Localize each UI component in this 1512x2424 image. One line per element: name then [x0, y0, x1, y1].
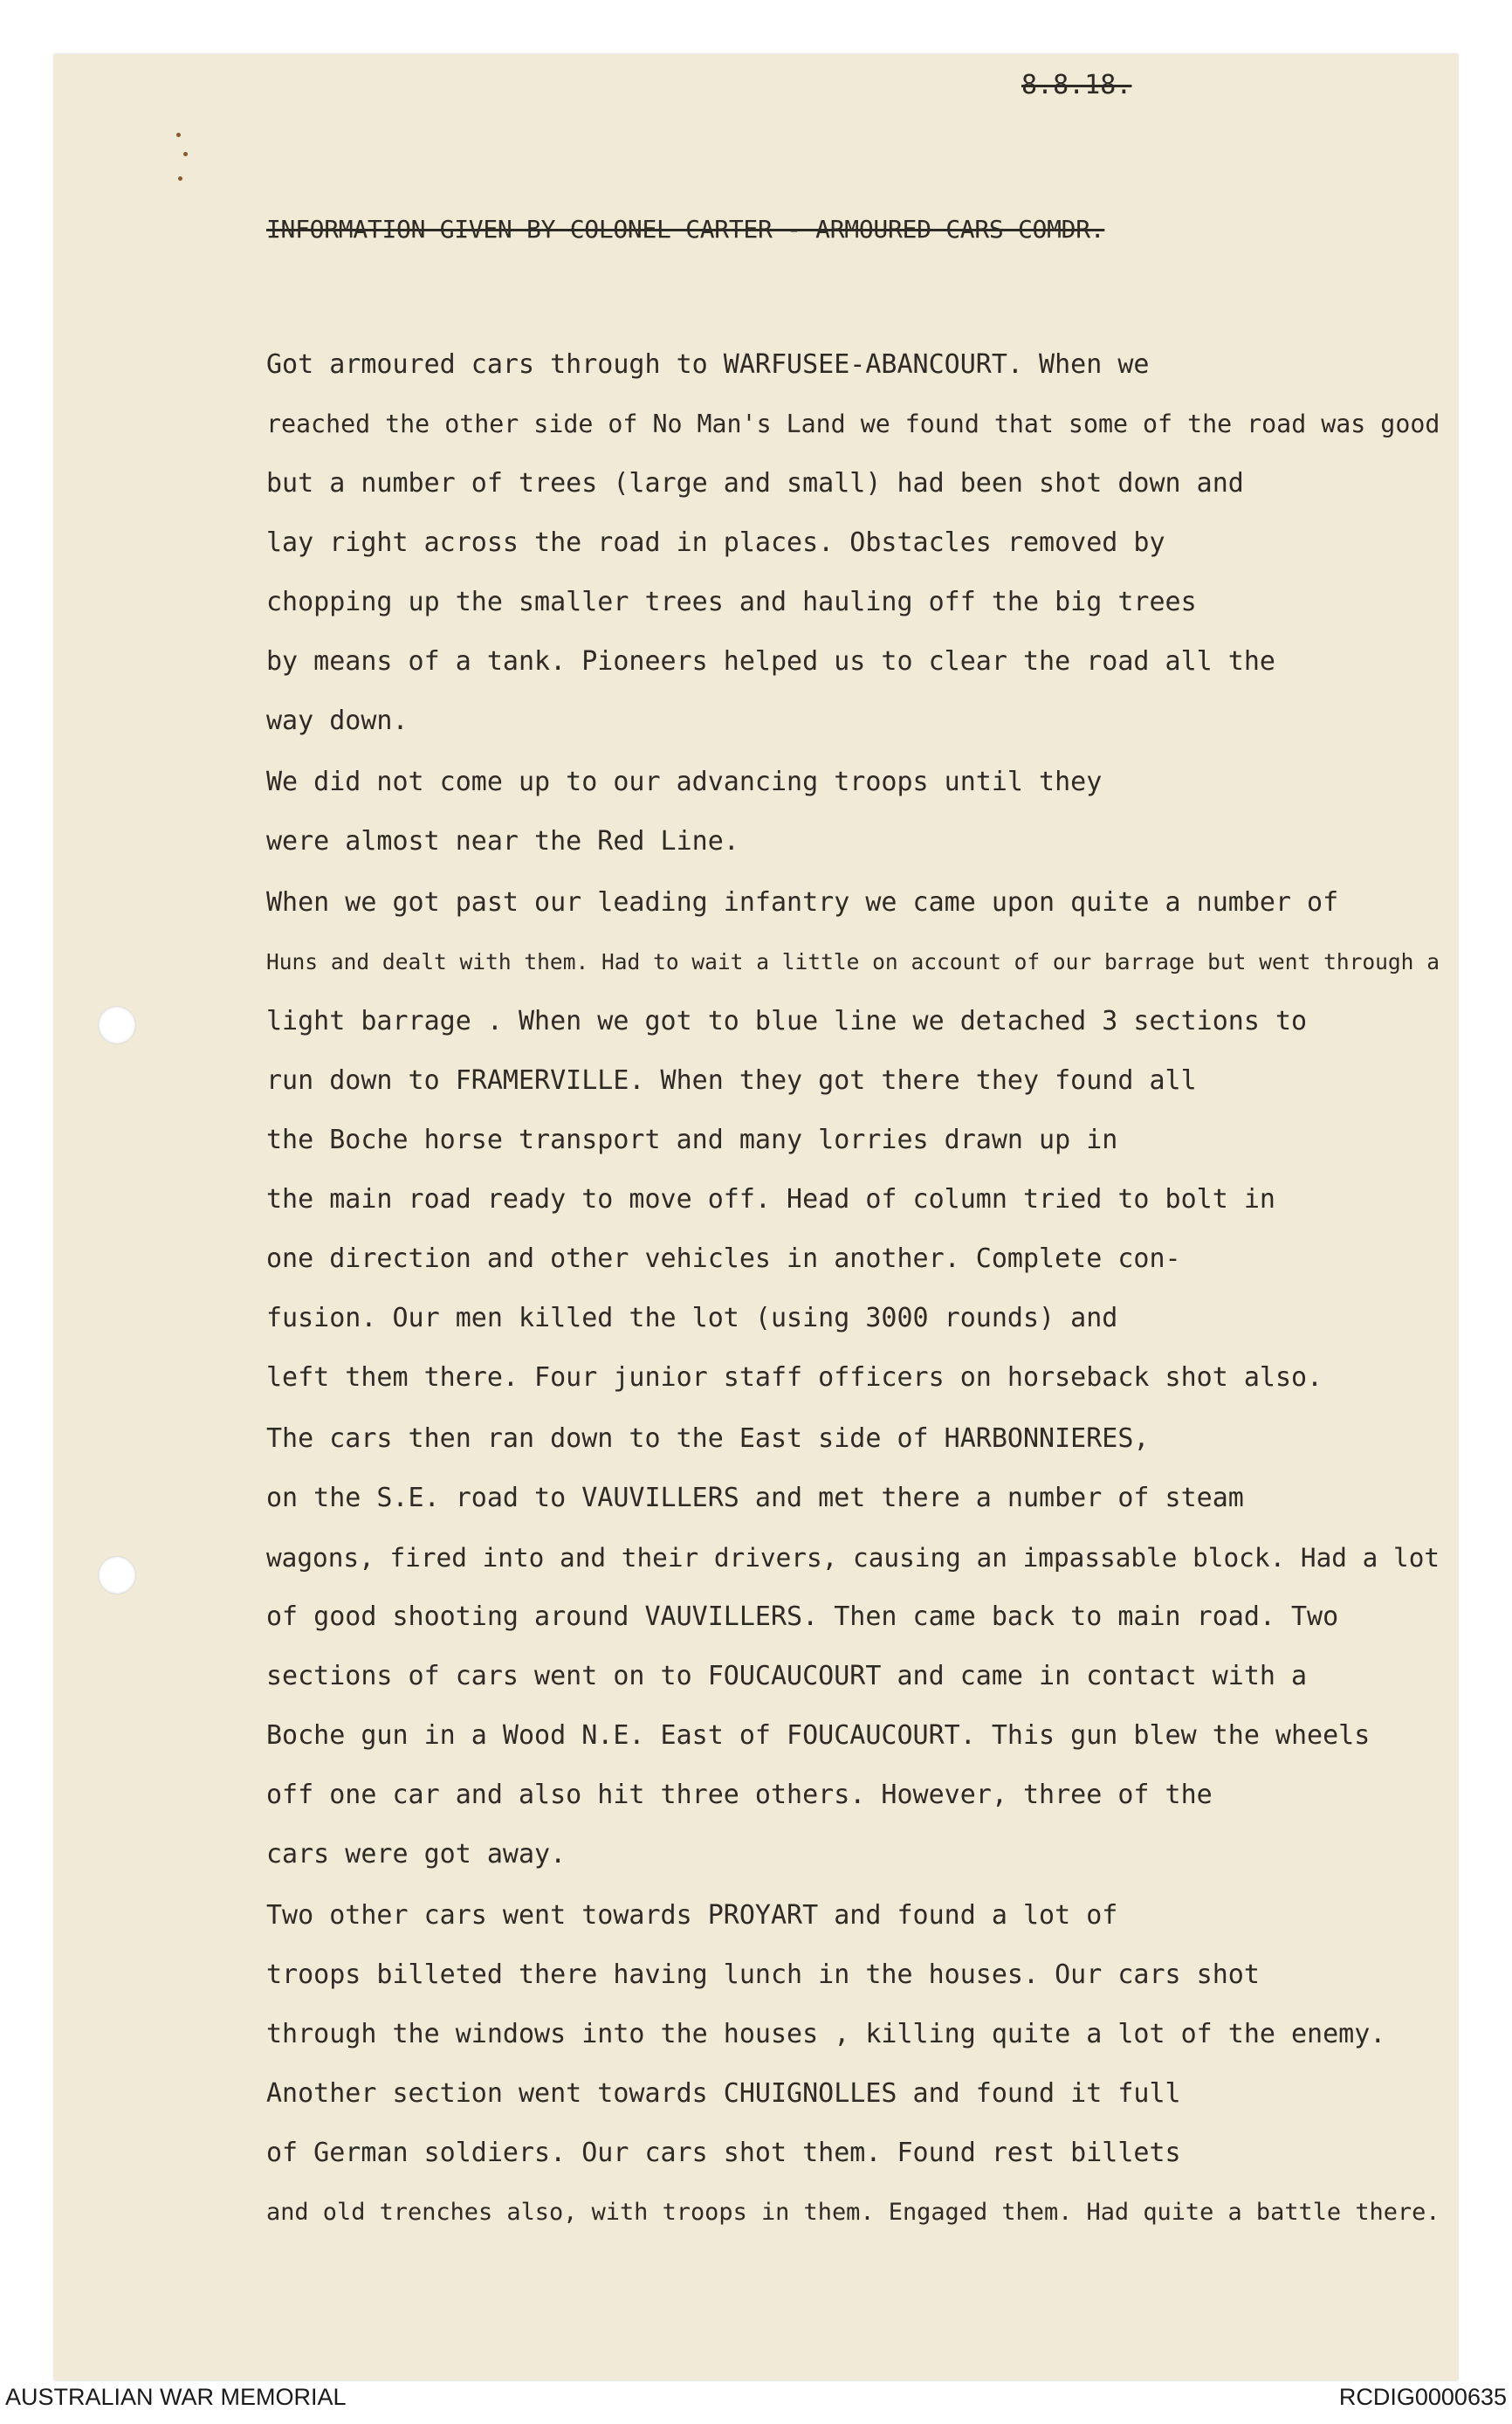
body-line: and old trenches also, with troops in them. Engaged them. Had quite a battle there. [266, 2199, 1440, 2226]
footer-institution: AUSTRALIAN WAR MEMORIAL [5, 2384, 347, 2410]
body-line: of German soldiers. Our cars shot them. Found rest billets [266, 2138, 1181, 2168]
body-line: sections of cars went on to FOUCAUCOURT and came in contact with a [266, 1661, 1308, 1691]
body-line: light barrage . When we got to blue line we detached 3 sections to [266, 1006, 1308, 1036]
body-line: were almost near the Red Line. [266, 826, 739, 857]
footer-record-id: RCDIG0000635 [1338, 2384, 1507, 2410]
body-line: Got armoured cars through to WARFUSEE-ABANCOURT. When we [266, 349, 1150, 380]
paper-fleck [176, 133, 181, 137]
body-line: through the windows into the houses , killing quite a lot of the enemy. [266, 2019, 1386, 2049]
body-line: troops billeted there having lunch in the houses. Our cars shot [266, 1959, 1260, 1990]
body-line: wagons, fired into and their drivers, causing an impassable block. Had a lot [266, 1543, 1440, 1573]
body-line: We did not come up to our advancing troops until they [266, 767, 1103, 797]
body-line: way down. [266, 706, 409, 736]
body-line: lay right across the road in places. Obstacles removed by [266, 527, 1165, 558]
body-line: the main road ready to move off. Head of column tried to bolt in [266, 1184, 1275, 1215]
body-line: but a number of trees (large and small) had been shot down and [266, 468, 1244, 499]
body-line: Two other cars went towards PROYART and found a lot of [266, 1900, 1118, 1931]
document-title: INFORMATION GIVEN BY COLONEL CARTER - ARMOURED CARS COMDR. [266, 215, 1105, 244]
body-line: chopping up the smaller trees and hauling off the big trees [266, 587, 1197, 617]
body-line: fusion. Our men killed the lot (using 3000 rounds) and [266, 1303, 1118, 1333]
body-line: cars were got away. [266, 1839, 567, 1870]
body-line: one direction and other vehicles in another. Complete con- [266, 1243, 1181, 1274]
body-line: Boche gun in a Wood N.E. East of FOUCAUCOURT. This gun blew the wheels [266, 1720, 1371, 1751]
punch-hole-top [98, 1006, 136, 1044]
body-line: on the S.E. road to VAUVILLERS and met there a number of steam [266, 1483, 1244, 1513]
body-line: left them there. Four junior staff officers on horseback shot also. [266, 1362, 1323, 1393]
header-date: 8.8.18. [1021, 70, 1132, 100]
body-line: of good shooting around VAUVILLERS. Then came back to main road. Two [266, 1601, 1339, 1632]
punch-hole-bottom [98, 1556, 136, 1594]
body-line: The cars then ran down to the East side of HARBONNIERES, [266, 1423, 1150, 1454]
body-line: Huns and dealt with them. Had to wait a little on account of our barrage but went through a [266, 949, 1440, 974]
body-line: off one car and also hit three others. However, three of the [266, 1780, 1213, 1810]
body-line: run down to FRAMERVILLE. When they got there they found all [266, 1065, 1197, 1096]
body-line: Another section went towards CHUIGNOLLES and found it full [266, 2078, 1181, 2109]
paper-fleck [183, 152, 188, 156]
body-line: by means of a tank. Pioneers helped us to clear the road all the [266, 646, 1275, 677]
paper-fleck [178, 176, 182, 181]
body-line: the Boche horse transport and many lorries drawn up in [266, 1125, 1118, 1155]
body-line: reached the other side of No Man's Land we found that some of the road was good [266, 410, 1440, 438]
body-line: When we got past our leading infantry we came upon quite a number of [266, 887, 1339, 918]
